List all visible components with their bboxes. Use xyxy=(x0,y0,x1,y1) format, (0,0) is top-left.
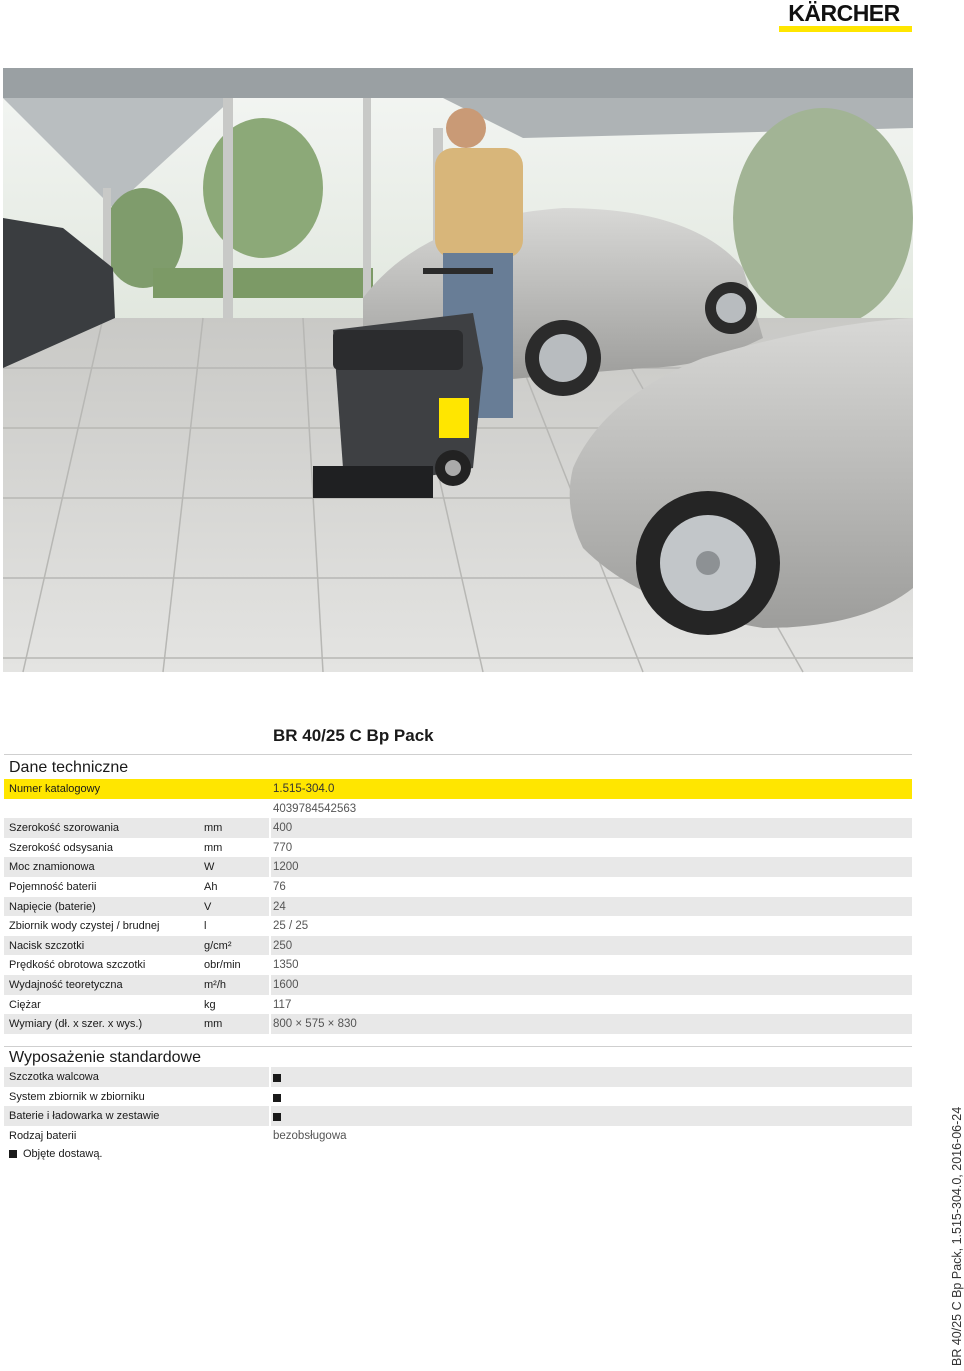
ean-value: 4039784542563 xyxy=(273,802,357,815)
legend-text: Objęte dostawą. xyxy=(23,1148,103,1160)
equipment-label: System zbiornik w zbiorniku xyxy=(9,1090,145,1103)
spec-row xyxy=(4,975,912,995)
spec-label: Szerokość odsysania xyxy=(9,841,113,854)
spec-label: Ciężar xyxy=(9,998,41,1011)
technical-data-header xyxy=(4,754,912,779)
spec-value: 1600 xyxy=(273,978,299,991)
spec-unit: mm xyxy=(204,822,223,835)
spec-row xyxy=(4,936,912,956)
included-marker-icon xyxy=(273,1093,281,1105)
column-divider xyxy=(269,1106,271,1126)
spec-row xyxy=(4,995,912,1015)
spec-label: Nacisk szczotki xyxy=(9,939,85,952)
column-divider xyxy=(269,1067,271,1087)
spec-label: Wymiary (dł. x szer. x wys.) xyxy=(9,1018,143,1031)
spec-value: 1350 xyxy=(273,959,299,972)
product-photo xyxy=(3,68,913,672)
spec-row xyxy=(4,897,912,917)
spec-row xyxy=(4,818,912,838)
technical-data-section xyxy=(4,754,912,1034)
column-divider xyxy=(269,975,271,995)
logo-wordmark: KÄRCHER xyxy=(788,0,900,26)
included-marker-icon xyxy=(273,1112,281,1124)
spec-unit: W xyxy=(204,861,215,874)
spec-value: 25 / 25 xyxy=(273,920,309,933)
equipment-row xyxy=(4,1067,912,1087)
spec-label: Prędkość obrotowa szczotki xyxy=(9,959,146,972)
catalog-number-row xyxy=(4,779,912,799)
spec-value: 250 xyxy=(273,939,293,952)
column-divider xyxy=(269,857,271,877)
logo-yellow-bar xyxy=(779,26,912,32)
equipment-label: Baterie i ładowarka w zestawie xyxy=(9,1110,160,1123)
spec-value: 1.515-304.0 xyxy=(273,783,335,795)
spec-unit: m²/h xyxy=(204,978,226,991)
equipment-value: bezobsługowa xyxy=(273,1129,347,1142)
spec-label: Wydajność teoretyczna xyxy=(9,978,123,991)
ean-row xyxy=(4,799,912,819)
section-heading: Wyposażenie standardowe xyxy=(9,1049,201,1066)
spec-unit: obr/min xyxy=(204,959,241,972)
product-title: BR 40/25 C Bp Pack xyxy=(273,726,434,745)
spec-unit: V xyxy=(204,900,212,913)
equipment-row xyxy=(4,1126,912,1146)
standard-equipment-header xyxy=(4,1046,912,1067)
karcher-logo xyxy=(776,0,912,34)
spec-row xyxy=(4,857,912,877)
spec-row xyxy=(4,955,912,975)
spec-value: 400 xyxy=(273,822,293,835)
spec-row xyxy=(4,877,912,897)
column-divider xyxy=(269,936,271,956)
spec-label: Zbiornik wody czystej / brudnej xyxy=(9,920,160,933)
spec-unit: Ah xyxy=(204,880,218,893)
spec-value: 76 xyxy=(273,880,286,893)
equipment-row xyxy=(4,1087,912,1107)
spec-value: 800 × 575 × 830 xyxy=(273,1018,357,1031)
equipment-row xyxy=(4,1106,912,1126)
column-divider xyxy=(269,1014,271,1034)
spec-label: Napięcie (baterie) xyxy=(9,900,96,913)
included-marker-icon xyxy=(9,1150,17,1158)
spec-unit: g/cm² xyxy=(204,939,232,952)
spec-value: 117 xyxy=(273,998,292,1011)
side-note: BR 40/25 C Bp Pack, 1.515-304.0, 2016-06-24 xyxy=(950,1106,964,1366)
spec-label: Szerokość szorowania xyxy=(9,822,120,835)
column-divider xyxy=(269,818,271,838)
column-divider xyxy=(269,897,271,917)
spec-label: Moc znamionowa xyxy=(9,861,95,874)
spec-label: Pojemność baterii xyxy=(9,880,97,893)
equipment-label: Szczotka walcowa xyxy=(9,1071,99,1083)
spec-row xyxy=(4,916,912,936)
spec-label: Numer katalogowy xyxy=(9,783,101,795)
legend xyxy=(9,1148,103,1160)
spec-value: 1200 xyxy=(273,861,299,874)
section-heading: Dane techniczne xyxy=(9,759,129,776)
spec-unit: mm xyxy=(204,841,223,854)
spec-row xyxy=(4,1014,912,1034)
standard-equipment-section xyxy=(4,1046,912,1145)
spec-value: 770 xyxy=(273,841,293,854)
spec-unit: mm xyxy=(204,1018,223,1031)
spec-unit: l xyxy=(204,920,207,933)
included-marker-icon xyxy=(273,1073,281,1085)
spec-unit: kg xyxy=(204,998,216,1011)
equipment-label: Rodzaj baterii xyxy=(9,1129,77,1142)
spec-row xyxy=(4,838,912,858)
spec-value: 24 xyxy=(273,900,286,913)
